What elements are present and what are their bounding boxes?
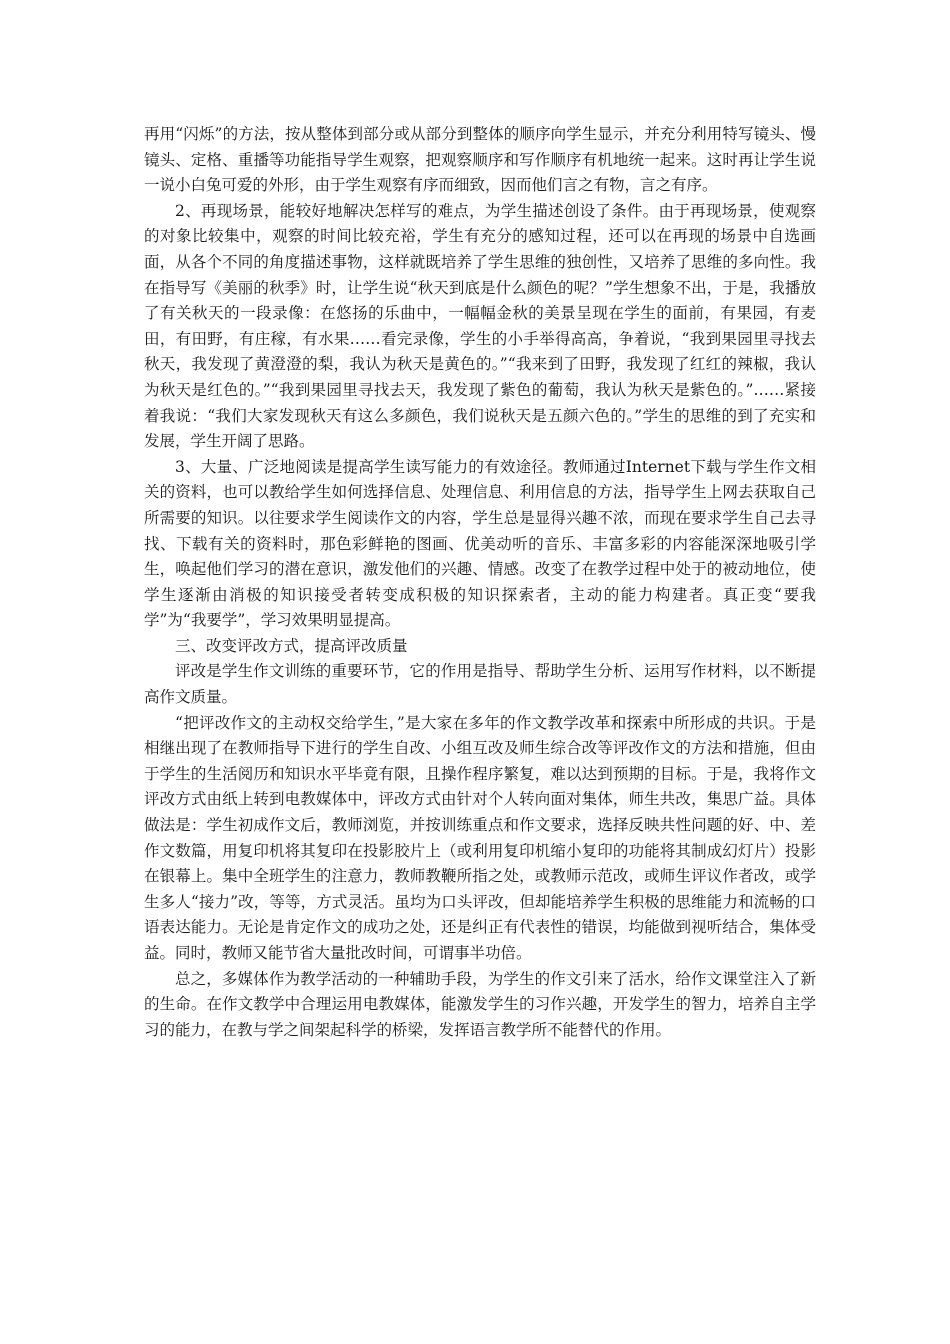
section-heading-3: 三、改变评改方式，提高评改质量 <box>175 636 408 655</box>
paragraph-evaluation-method: “把评改作文的主动权交给学生，”是大家在多年的作文教学改革和探索中所形成的共识。于是相继出现了在教师指导下进行的学生自改、小组互改及师生综合改等评改作文的方法和措施，但由于学生的生活阅历和知识水平毕竟有限，且操作程序繁复，难以达到预期的目标。于是，我将作文评改方式由纸上转到电教媒体中，评改方式由针对个人转向面对集体，师生共改，集思广益。具体做法是：学生初成作文后，教师浏览，并按训练重点和作文要求，选择反映共性问题的好、中、差作文数篇，用复印机将其复印在投影胶片上（或利用复印机缩小复印的功能将其制成幻灯片）投影在银幕上。集中全班学生的注意力，教师教鞭所指之处，或教师示范改，或师生评议作者改，或学生多人“接力”改，等等，方式灵活。虽均为口头评改，但却能培养学生积极的思维能力和流畅的口语表达能力。无论是肯定作文的成功之处，还是纠正有代表性的错误，均能做到视听结合，集体受益。同时，教师又能节省大量批改时间，可谓事半功倍。 <box>144 713 816 962</box>
paragraph-point-3: 3、大量、广泛地阅读是提高学生读写能力的有效途径。教师通过Internet下载与学生作文相关的资料，也可以教给学生如何选择信息、处理信息、利用信息的方法，指导学生上网去获取自己所需要的知识。以往要求学生阅读作文的内容，学生总是显得兴趣不浓，而现在要求学生自己去寻找、下载有关的资料时，那色彩鲜艳的图画、优美动听的音乐、丰富多彩的内容能深深地吸引学生，唤起他们学习的潜在意识，激发他们的兴趣、情感。改变了在教学过程中处于的被动地位，使学生逐渐由消极的知识接受者转变成积极的知识探索者，主动的能力构建者。真正变“要我学”为“我要学”，学习效果明显提高。 <box>144 457 816 630</box>
paragraph-point-2: 2、再现场景，能较好地解决怎样写的难点，为学生描述创设了条件。由于再现场景，使观察的对象比较集中，观察的时间比较充裕，学生有充分的感知过程，还可以在再现的场景中自选画面，从各个不同的角度描述事物，这样就既培养了学生思维的独创性，又培养了思维的多向性。我在指导写《美丽的秋季》时，让学生说“秋天到底是什么颜色的呢？”学生想象不出，于是，我播放了有关秋天的一段录像：在悠扬的乐曲中，一幅幅金秋的美景呈现在学生的面前，有果园，有麦田，有田野，有庄稼，有水果……看完录像，学生的小手举得高高，争着说，“我到果园里寻找去秋天，我发现了黄澄澄的梨，我认为秋天是黄色的。”“我来到了田野，我发现了红红的辣椒，我认为秋天是红色的。”“我到果园里寻找去天，我发现了紫色的葡萄，我认为秋天是紫色的。”……紧接着我说：“我们大家发现秋天有这么多颜色，我们说秋天是五颜六色的。”学生的思维的到了充实和发展，学生开阔了思路。 <box>144 201 816 451</box>
paragraph-continuation: 再用“闪烁”的方法，按从整体到部分或从部分到整体的顺序向学生显示，并充分利用特写镜头、慢镜头、定格、重播等功能指导学生观察，把观察顺序和写作顺序有机地统一起来。这时再让学生说一说小白兔可爱的外形，由于学生观察有序而细致，因而他们言之有物，言之有序。 <box>144 125 816 195</box>
paragraph-conclusion: 总之，多媒体作为教学活动的一种辅助手段，为学生的作文引来了活水，给作文课堂注入了新的生命。在作文教学中合理运用电教媒体，能激发学生的习作兴趣，开发学生的智力，培养自主学习的能力，在教与学之间架起科学的桥梁，发挥语言教学所不能替代的作用。 <box>144 969 816 1039</box>
document-body <box>144 122 816 1043</box>
paragraph-evaluation-intro: 评改是学生作文训练的重要环节，它的作用是指导、帮助学生分析、运用写作材料，以不断提高作文质量。 <box>144 662 816 707</box>
